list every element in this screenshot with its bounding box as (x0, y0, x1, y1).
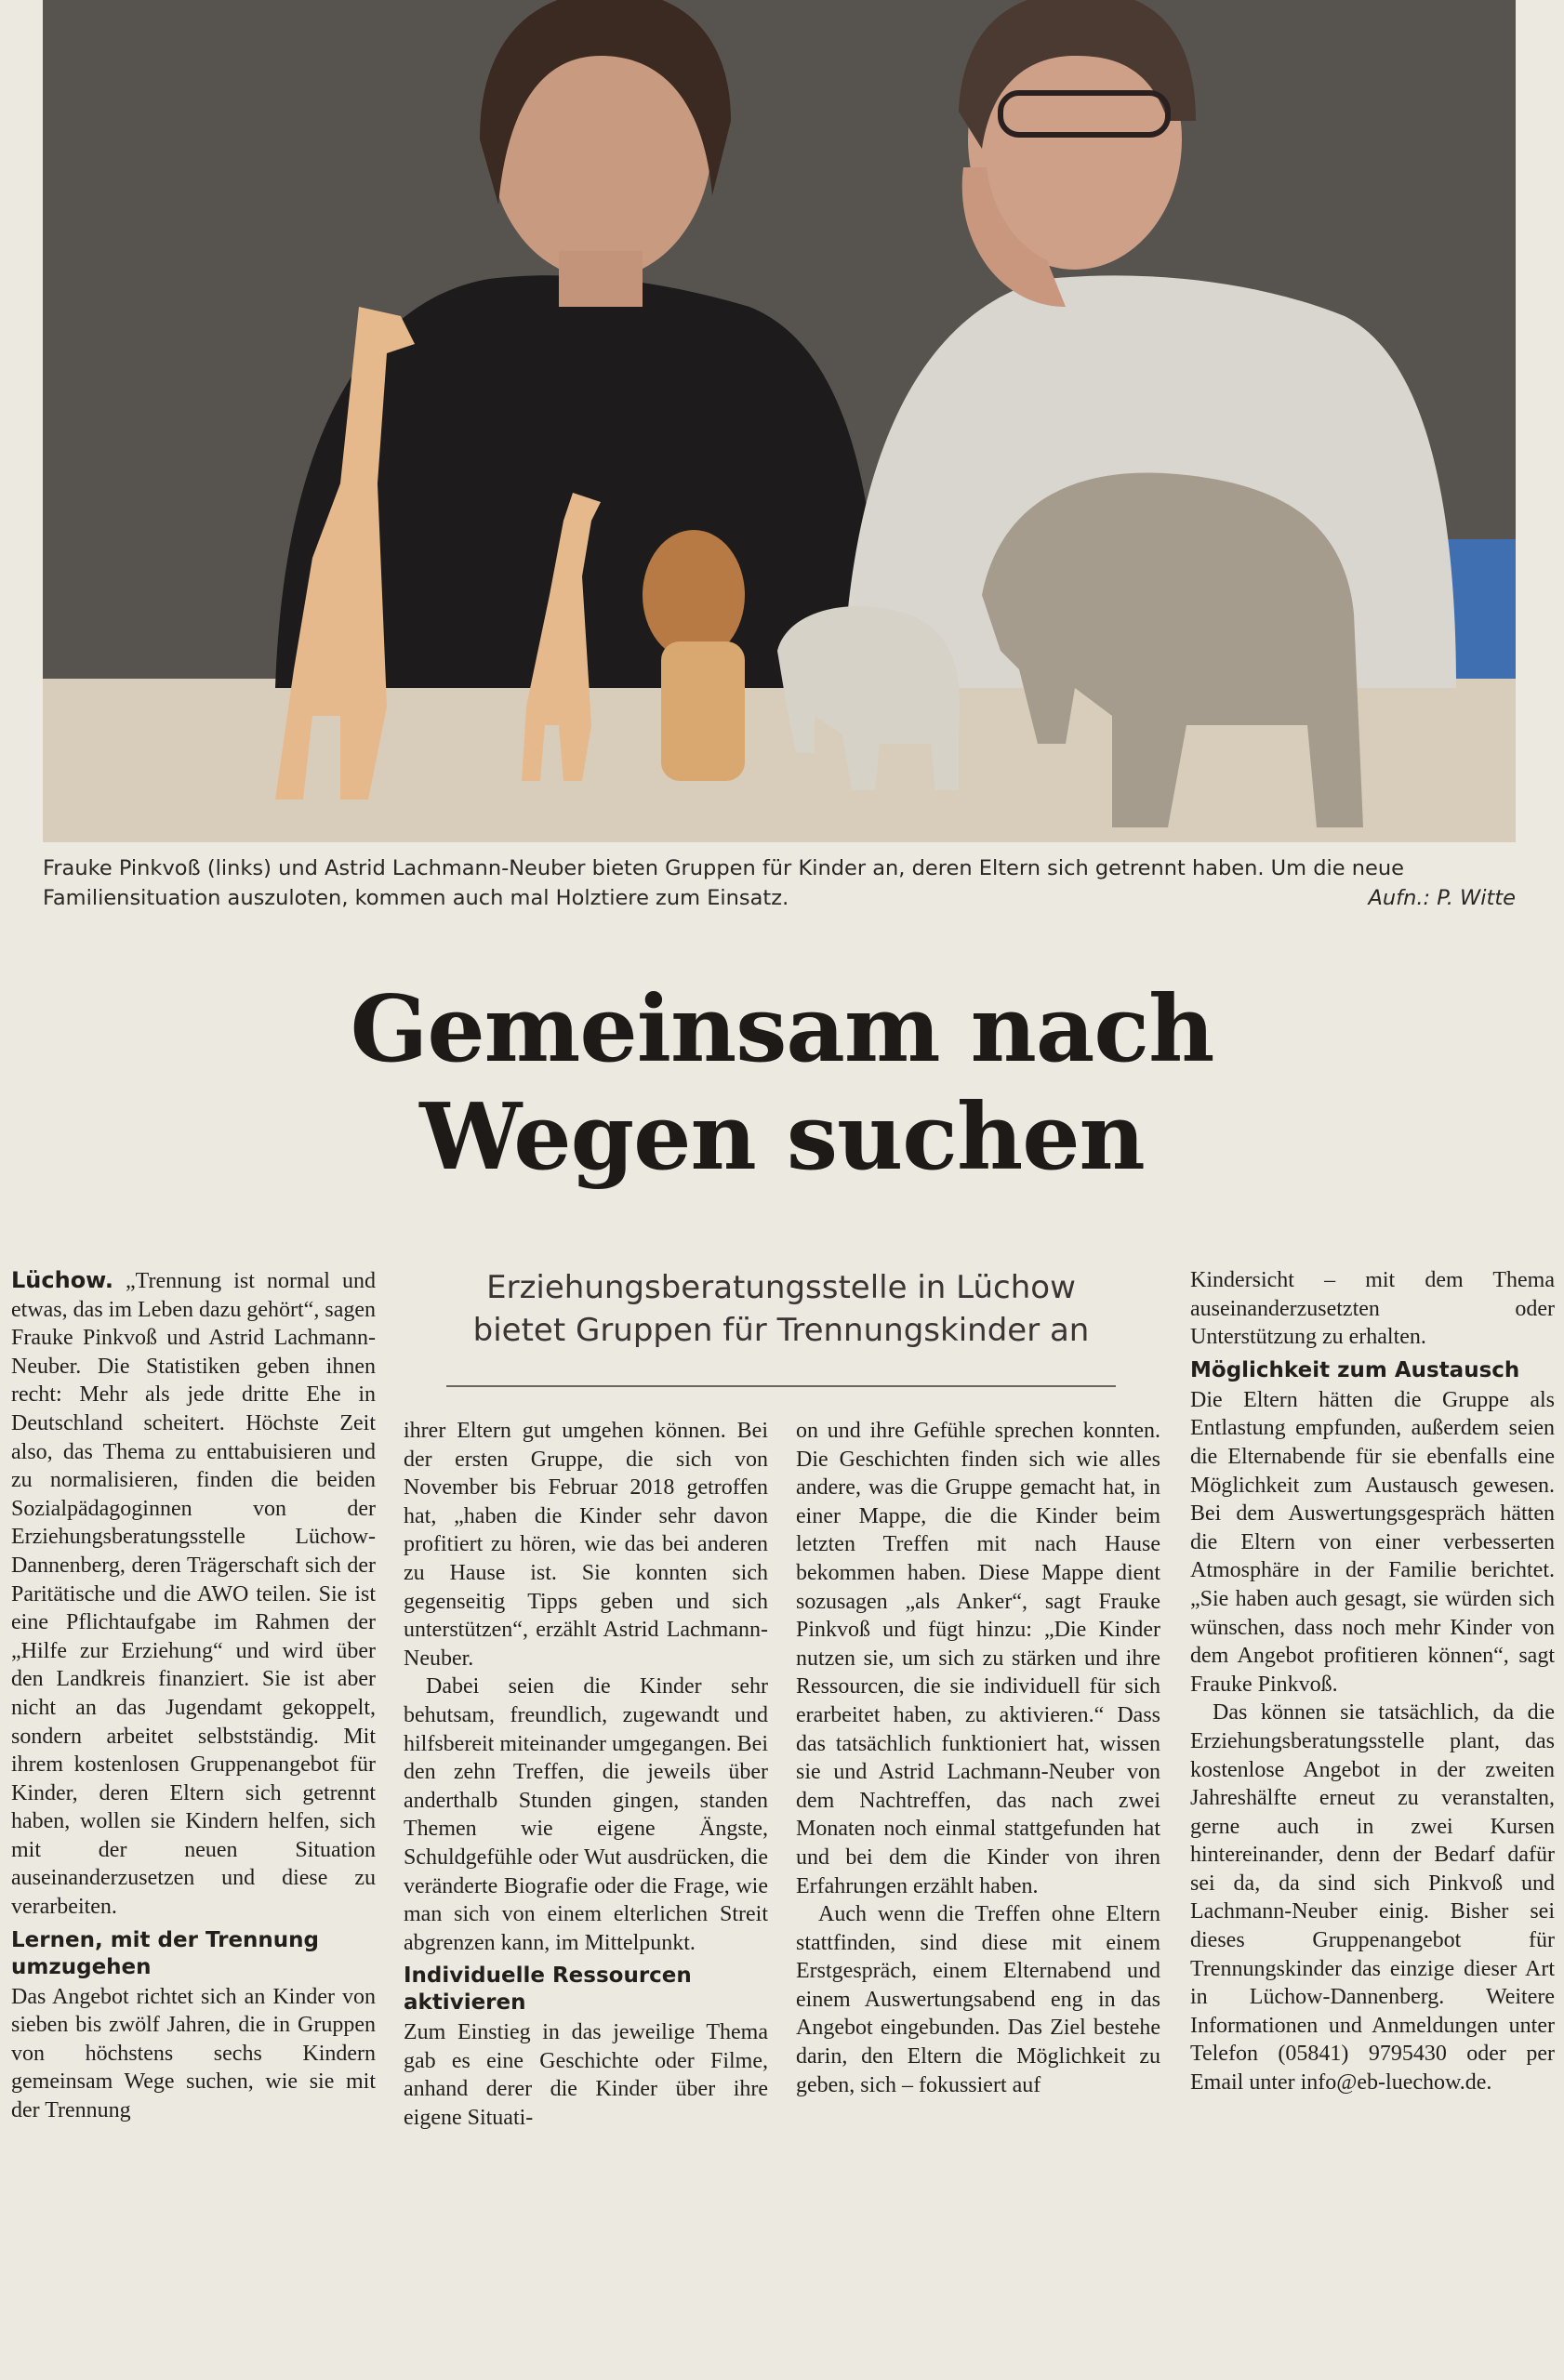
paragraph: Das Angebot richtet sich an Kinder von sieben bis zwölf Jahren, die in Gruppen von höchstens sechs Kindern gemeinsam Wege suchen, wie sie mit der Trennung (11, 1984, 376, 2123)
article-column-3 (796, 1417, 1160, 2099)
paragraph: Das können sie tatsächlich, da die Erziehungsberatungsstelle plant, das kostenlose Angebot in der zweiten Jahreshälfte erneut zu veranstalten, gerne auch in zwei Kursen hintereinander, denn der Bedarf dafür sei da, da sind sich Pinkvoß und Lachmann-Neuber einig. Bisher sei dieses Gruppenangebot für Trennungskinder das einzige dieser Art in Lüchow-Dannenberg. Weitere Informationen und Anmeldungen unter Telefon (05841) 9795430 oder per Email unter info@eb-luechow.de. (1190, 1700, 1555, 2096)
paragraph: Zum Einstieg in das jeweilige Thema gab es eine Geschichte oder Filme, anhand derer die Kinder über ihre eigene Situati- (404, 2020, 768, 2131)
paragraph: „Trennung ist normal und etwas, das im Leben dazu gehört“, sagen Frauke Pinkvoß und Astrid Lachmann-Neuber. Die Statistiken geben ihnen recht: Mehr als jede dritte Ehe in Deutschland scheitert. Höchste Zeit also, das Thema zu enttabuisieren und zu normalisieren, finden die beiden Sozialpädagoginnen von der Erziehungsberatungsstelle Lüchow-Dannenberg, deren Trägerschaft sich der Paritätische und die AWO teilen. Sie ist eine Pflichtaufgabe im Rahmen der „Hilfe zur Erziehung“ und wird über den Landkreis finanziert. Sie ist aber nicht an das Jugendamt gekoppelt, sondern arbeitet selbstständig. Mit ihrem kostenlosen Gruppenangebot für Kinder, deren Eltern sich getrennt haben, wollen sie Kindern helfen, sich mit der neuen Situation auseinanderzusetzen und diese zu verarbeiten. (11, 1269, 376, 1920)
photo-illustration (43, 0, 1516, 842)
article-column-4 (1190, 1266, 1555, 2097)
subhead-line-1: Erziehungsberatungsstelle in Lüchow (486, 1269, 1076, 1306)
subhead-rule (446, 1385, 1116, 1387)
paragraph: ihrer Eltern gut umgehen können. Bei der ersten Gruppe, die sich von November bis Februar 2018 getroffen hat, „haben die Kinder sehr davon profitiert zu hören, wie das bei anderen zu Hause ist. Sie konnten sich gegenseitig Tipps geben und sich unterstützen“, erzählt Astrid Lachmann-Neuber. (404, 1419, 768, 1671)
paragraph: on und ihre Gefühle sprechen konnten. Die Geschichten finden sich wie alles andere, was die Gruppe gemacht hat, in einer Mappe, die die Kinder beim letzten Treffen mit nach Hause bekommen haben. Diese Mappe dient sozusagen „als Anker“, sagt Frauke Pinkvoß und fügt hinzu: „Die Kinder nutzen sie, um sich zu stärken und ihre Ressourcen, die sie individuell für sich erarbeitet haben, zu aktivieren.“ Dass das tatsächlich funktioniert hat, wissen sie und Astrid Lachmann-Neuber von dem Nachtreffen, das nach zwei Monaten noch einmal stattgefunden hat und bei dem die Kinder von ihren Erfahrungen erzählt haben. (796, 1419, 1160, 1898)
dateline: Lüchow. (11, 1267, 113, 1293)
paragraph: Kindersicht – mit dem Thema auseinanderzusetzten oder Unterstützung zu erhalten. (1190, 1268, 1555, 1350)
article-column-1 (11, 1266, 376, 2125)
paragraph: Die Eltern hätten die Gruppe als Entlastung empfunden, außerdem seien die Elternabende für sie ebenfalls eine Möglichkeit zum Austausch gewesen. Bei dem Auswertungsgespräch hätten die Eltern von einer verbesserten Atmosphäre in der Familie berichtet. „Sie haben auch gesagt, sie würden sich wünschen, dass noch mehr Kinder von dem Angebot profitieren können“, sagt Frauke Pinkvoß. (1190, 1387, 1555, 1697)
photo-caption (43, 853, 1516, 913)
photo-credit: Aufn.: P. Witte (1368, 886, 1516, 910)
subheading: Möglichkeit zum Austausch (1190, 1357, 1520, 1382)
subhead-line-2: bietet Gruppen für Trennungskinder an (472, 1312, 1090, 1349)
headline-line-1: Gemeinsam nach (350, 976, 1214, 1083)
article-column-2 (404, 1417, 768, 2133)
subheading: Lernen, mit der Trennung umzugehen (11, 1927, 320, 1979)
caption-text: Frauke Pinkvoß (links) und Astrid Lachmann-Neuber bieten Gruppen für Kinder an, deren Eltern sich getrennt haben. Um die neue Familiensituation auszuloten, kommen auch mal Holztiere zum Einsatz. (43, 856, 1404, 910)
article-photo (43, 0, 1516, 842)
subheading: Individuelle Ressourcen aktivieren (404, 1964, 692, 2016)
paragraph: Dabei seien die Kinder sehr behutsam, freundlich, zugewandt und hilfsbereit miteinander umgegangen. Bei den zehn Treffen, die jeweils über anderthalb Stunden gingen, standen Themen wie eigene Ängste, Schuldgefühle oder Wut ausdrücken, die veränderte Biografie oder die Frage, wie man sich von einem elterlichen Streit abgrenzen kann, im Mittelpunkt. (404, 1674, 768, 1955)
paragraph: Auch wenn die Treffen ohne Eltern stattfinden, sind diese mit einem Erstgespräch, einem Elternabend und einem Auswertungsabend eng in das Angebot eingebunden. Das Ziel bestehe darin, den Eltern die Möglichkeit zu geben, sich – fokussiert auf (796, 1902, 1160, 2097)
headline-line-2: Wegen suchen (419, 1084, 1145, 1191)
